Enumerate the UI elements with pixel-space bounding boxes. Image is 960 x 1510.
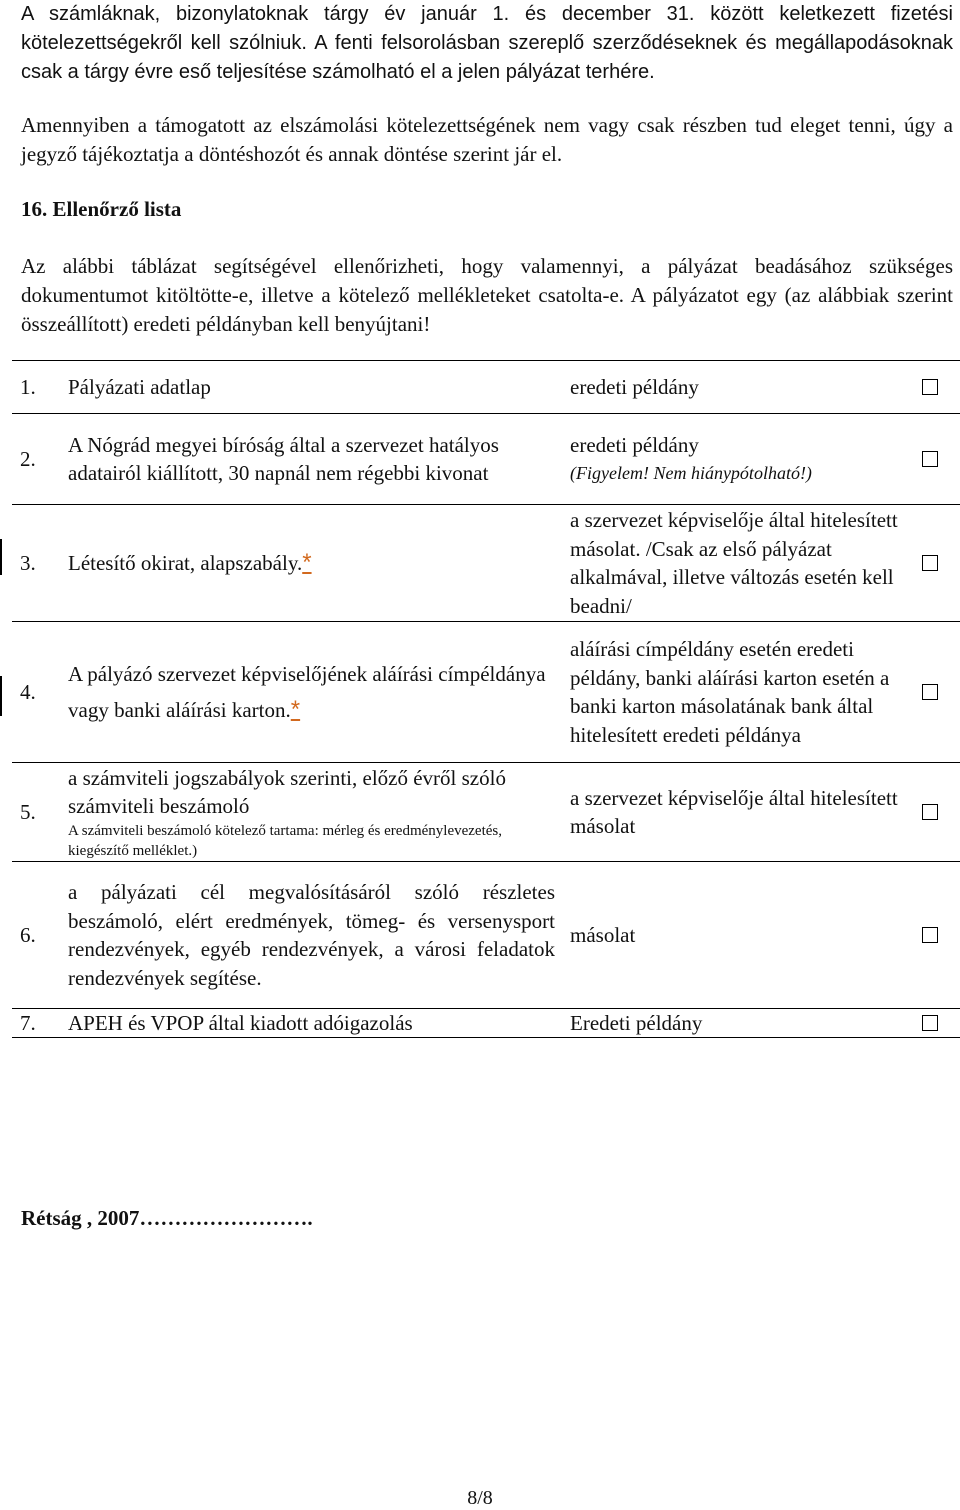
row-form: Eredeti példány — [570, 1010, 703, 1035]
row-document — [68, 763, 548, 862]
row-form: eredeti példány — [570, 374, 699, 399]
row-form: a szervezet képviselője által hitelesített másolat. /Csak az első pályázat alkalmával, illetve változás esetén kell beadni/ — [570, 508, 898, 618]
section-heading: 16. Ellenőrző lista — [21, 197, 182, 221]
row-form-text: eredeti példány — [570, 432, 699, 457]
row-document-text: Létesítő okirat, alapszabály. — [68, 550, 303, 575]
row-form: a szervezet képviselője által hitelesített másolat — [570, 785, 898, 838]
row-document: APEH és VPOP által kiadott adóigazolás — [68, 1010, 413, 1035]
checklist-row — [12, 504, 960, 621]
checklist-row — [12, 360, 960, 413]
row-number: 4. — [20, 679, 36, 704]
row-form: aláírási címpéldány esetén eredeti példány, banki aláírási karton esetén a banki karton másolatának bank által hitelesített eredeti példánya — [570, 637, 890, 747]
checkbox[interactable] — [922, 684, 938, 700]
checklist-row — [12, 413, 960, 504]
row-number: 7. — [20, 1010, 36, 1035]
row-number: 2. — [20, 446, 36, 471]
checklist-row — [12, 762, 960, 861]
checkbox[interactable] — [922, 1015, 938, 1031]
revision-bar — [0, 539, 2, 575]
row-document-note: A számviteli beszámoló kötelező tartama: mérleg és eredménylevezetés, kiegészítő melléklet.) — [68, 822, 502, 859]
checklist-row — [12, 1008, 960, 1038]
row-document: Pályázati adatlap — [68, 374, 211, 399]
checkbox[interactable] — [922, 555, 938, 571]
checkbox[interactable] — [922, 927, 938, 943]
section-text: Az alábbi táblázat segítségével ellenőrizheti, hogy valamennyi, a pályázat beadásához szükséges dokumentumot kitöltötte-e, illetve a kötelező mellékleteket csatolta-e. A pályázatot egy (az alábbiak szerint összeállított) eredeti példányban kell benyújtani! — [21, 254, 953, 336]
row-number: 1. — [20, 374, 36, 399]
checklist-table — [12, 360, 960, 1038]
row-document-text: a számviteli jogszabályok szerinti, előző évről szóló számviteli beszámoló — [68, 765, 506, 818]
row-form — [566, 431, 900, 488]
row-document: A Nógrád megyei bíróság által a szervezet hatályos adatairól kiállított, 30 napnál nem régebbi kivonat — [68, 432, 499, 485]
row-form: másolat — [570, 922, 636, 947]
place-date: Rétság , 2007……………………. — [21, 1206, 313, 1230]
row-number: 6. — [20, 922, 36, 947]
row-number: 3. — [20, 550, 36, 575]
revision-bar — [0, 676, 2, 716]
checkbox[interactable] — [922, 804, 938, 820]
row-form-note: (Figyelem! Nem hiánypótolható!) — [570, 463, 812, 483]
intro-paragraph-1: A számláknak, bizonylatoknak tárgy év január 1. és december 31. között keletkezett fizetési kötelezettségekről kell szólniuk. A fenti felsorolásban szereplő szerződéseknek és megállapodásoknak csak a tárgy évre eső teljesítése számolható el a jelen pályázat terhére. — [21, 3, 953, 83]
row-document-text: A pályázó szervezet képviselőjének aláírási címpéldánya vagy banki aláírási karton. — [68, 662, 546, 722]
row-document — [68, 655, 566, 729]
row-number: 5. — [20, 799, 36, 824]
checkbox[interactable] — [922, 451, 938, 467]
footnote-star[interactable]: * — [290, 696, 301, 723]
footnote-star[interactable]: * — [302, 548, 312, 576]
intro-paragraph-2: Amennyiben a támogatott az elszámolási kötelezettségének nem vagy csak részben tud eleget tenni, úgy a jegyző tájékoztatja a döntéshozót és annak döntése szerint jár el. — [21, 113, 953, 166]
checklist-row — [12, 621, 960, 762]
row-document: a pályázati cél megvalósításáról szóló részletes beszámoló, elért eredmények, tömeg- és versenysport rendezvények, egyéb rendezvények, a városi feladatok rendezvények segítése. — [68, 880, 555, 990]
row-document — [68, 548, 566, 579]
page-number: 8/8 — [467, 1487, 493, 1509]
checklist-row — [12, 861, 960, 1008]
checkbox[interactable] — [922, 379, 938, 395]
